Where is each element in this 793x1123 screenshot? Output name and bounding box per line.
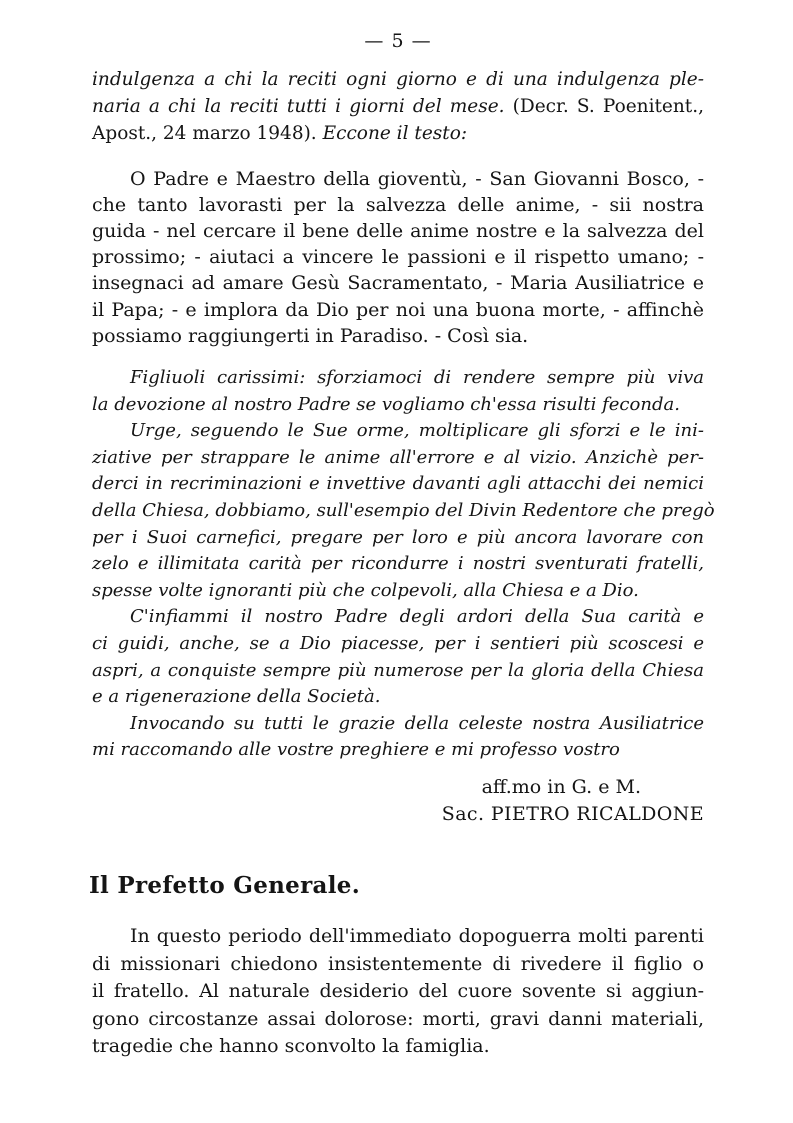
prayer-line: guida - nel cercare il bene delle anime nostre e la salvezza del <box>92 220 704 243</box>
body-line: tragedie che hanno sconvolto la famiglia. <box>92 1035 490 1058</box>
pastoral-line: mi raccomando alle vostre preghiere e mi professo vostro <box>92 739 620 761</box>
pastoral-line: Figliuoli carissimi: sforziamoci di rendere sempre più viva <box>130 367 704 389</box>
intro-line <box>92 120 704 147</box>
intro-line <box>92 66 704 93</box>
prayer-line: insegnaci ad amare Gesù Sacramentato, - Maria Ausiliatrice e <box>92 272 704 295</box>
prayer-line: che tanto lavorasti per la salvezza delle anime, - sii nostra <box>92 193 704 216</box>
prayer-line: possiamo raggiungerti in Paradiso. - Così sia. <box>92 324 529 347</box>
pastoral-line: aspri, a conquiste sempre più numerose per la gloria della Chiesa <box>92 659 704 681</box>
pastoral-letter <box>92 365 715 764</box>
closing-block <box>92 774 704 828</box>
pastoral-line: ziative per strappare le anime all'errore e al vizio. Anzichè per- <box>92 446 704 468</box>
pastoral-line: derci in recriminazioni e invettive davanti agli attacchi dei nemici <box>92 473 704 495</box>
pastoral-line: spesse volte ignoranti più che colpevoli, alla Chiesa e a Dio. <box>92 579 639 601</box>
pastoral-line: della Chiesa, dobbiamo, sull'esempio del Divin Redentore che pregò <box>92 500 715 521</box>
prayer-line: prossimo; - aiutaci a vincere le passioni e il rispetto umano; - <box>92 246 704 269</box>
intro-paragraph <box>92 66 704 148</box>
section-body <box>92 923 704 1061</box>
intro-text: Eccone il testo: <box>322 123 468 145</box>
intro-text: naria a chi la reciti tutti i giorni del mese. <box>92 96 505 118</box>
closing-salutation: aff.mo in G. e M. <box>481 775 641 798</box>
page-number: — 5 — <box>364 30 432 52</box>
pastoral-line: la devozione al nostro Padre se vogliamo ch'essa risulti feconda. <box>92 393 680 415</box>
body-line: il fratello. Al naturale desiderio del cuore sovente si aggiun- <box>92 980 704 1003</box>
prayer-paragraph <box>92 166 704 349</box>
intro-line <box>92 93 704 120</box>
prayer-line: O Padre e Maestro della gioventù, - San Giovanni Bosco, - <box>130 167 704 190</box>
intro-text: indulgenza a chi la reciti ogni giorno e di una indulgenza ple- <box>92 69 704 90</box>
section-heading: Il Prefetto Generale. <box>89 871 361 899</box>
pastoral-line: Urge, seguendo le Sue orme, moltiplicare gli sforzi e le ini- <box>130 420 704 442</box>
body-line: gono circostanze assai dolorose: morti, gravi danni materiali, <box>92 1007 704 1030</box>
body-line: In questo periodo dell'immediato dopoguerra molti parenti <box>130 924 704 947</box>
pastoral-line: Invocando su tutti le grazie della celeste nostra Ausiliatrice <box>130 712 704 734</box>
decree-reference: Apost., 24 marzo 1948). <box>92 123 323 145</box>
decree-reference: (Decr. S. Poenitent., <box>504 96 704 118</box>
prayer-line: il Papa; - e implora da Dio per noi una buona morte, - affinchè <box>92 298 704 321</box>
pastoral-line: zelo e illimitata carità per ricondurre i nostri sventurati fratelli, <box>92 553 704 575</box>
pastoral-line: per i Suoi carnefici, pregare per loro e più ancora lavorare con <box>92 526 704 548</box>
pastoral-line: ci guidi, anche, se a Dio piacesse, per i sentieri più scoscesi e <box>92 632 704 654</box>
body-line: di missionari chiedono insistentemente di rivedere il figlio o <box>92 952 704 975</box>
signature: Sac. PIETRO RICALDONE <box>441 802 704 825</box>
document-page <box>89 30 715 1061</box>
pastoral-line: C'infiammi il nostro Padre degli ardori della Sua carità e <box>130 606 704 628</box>
pastoral-line: e a rigenerazione della Società. <box>92 686 381 708</box>
